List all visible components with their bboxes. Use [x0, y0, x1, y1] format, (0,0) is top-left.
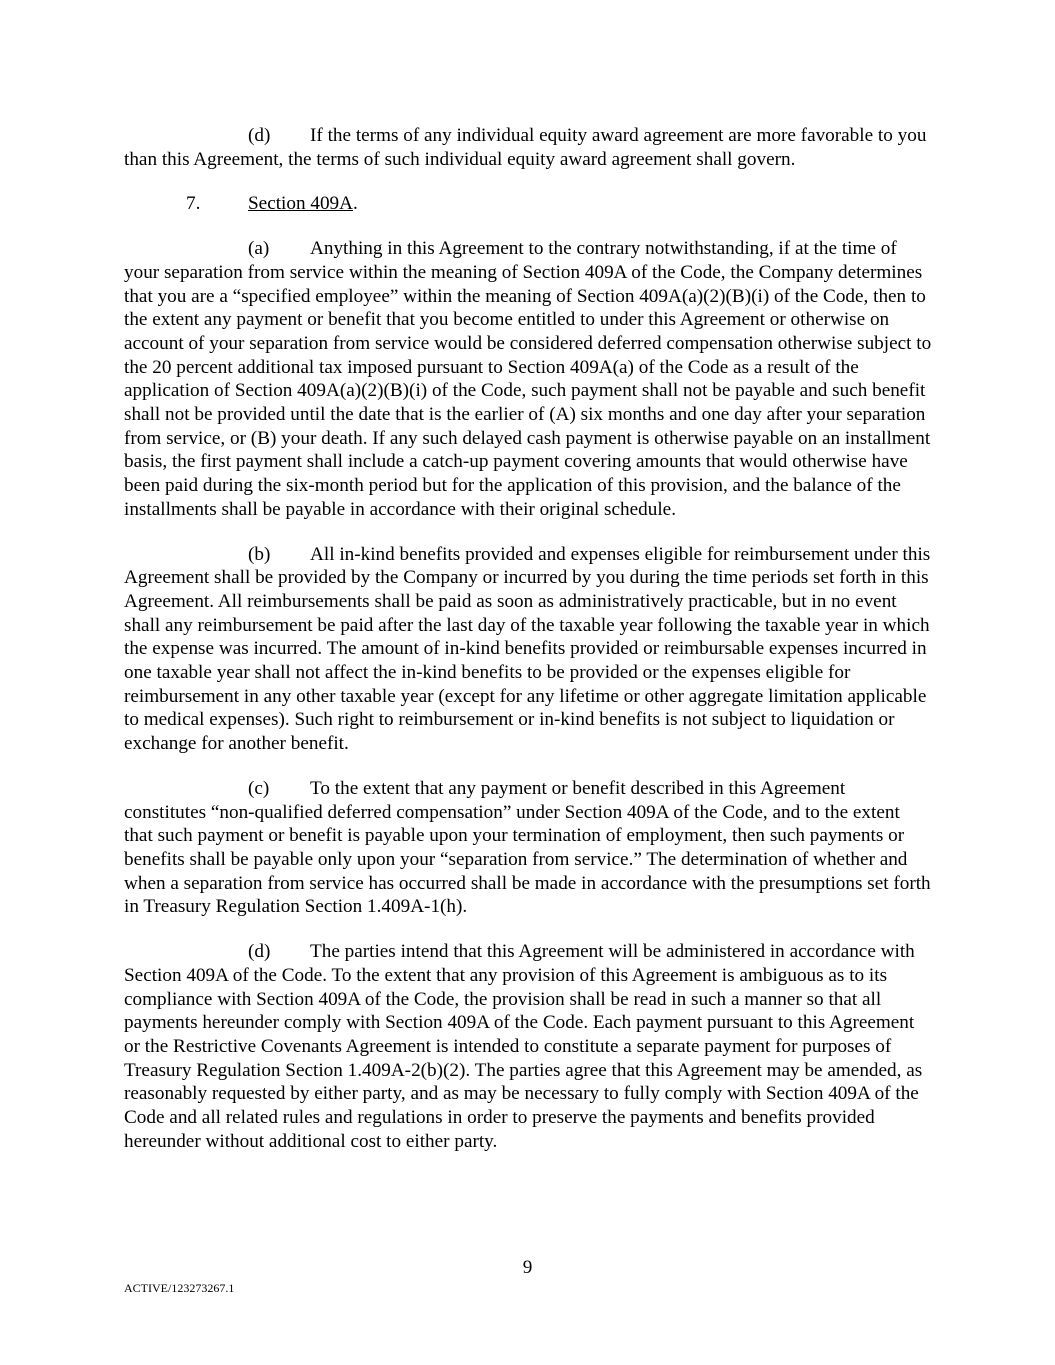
paragraph-label: (d) — [248, 941, 271, 963]
paragraph-label: (c) — [248, 777, 270, 799]
paragraph-label: (b) — [248, 543, 271, 565]
section-number: 7. — [186, 193, 201, 215]
paragraph-label: (d) — [248, 125, 271, 146]
paragraph-label: (a) — [248, 238, 270, 260]
paragraph-text: To the extent that any payment or benefit described in this Agreement constitutes “non-qualified deferred compensation” under Section 409A of the Code, and to the extent that such payment or benefit is payable upon your termination of employment, then such payments or benefits shall be payable only upon your “separation from service.” The determination of whether and when a separation from service has occurred shall be made in accordance with the presumptions set forth in Treasury Regulation Section 1.409A-1(h). — [124, 777, 931, 918]
paragraph-text: All in-kind benefits provided and expenses eligible for reimbursement under this Agreement shall be provided by the Company or incurred by you during the time periods set forth in this Agreement. All reimbursements shall be paid as soon as administratively practicable, but in no event shall any reimbursement be paid after the last day of the taxable year following the taxable year in which the expense was incurred. The amount of in-kind benefits provided or reimbursable expenses incurred in one taxable year shall not affect the in-kind benefits to be provided or the expenses eligible for reimbursement in any other taxable year (except for any lifetime or other aggregate limitation applicable to medical expenses). Such right to reimbursement or in-kind benefits is not subject to liquidation or exchange for another benefit. — [124, 543, 931, 755]
section-title-suffix: . — [353, 193, 358, 215]
page-number: 9 — [522, 1257, 533, 1278]
paragraph-text: The parties intend that this Agreement will be administered in accordance with Section 409A of the Code. To the extent that any provision of this Agreement is ambiguous as to its compliance with Section 409A of the Code, the provision shall be read in such a manner so that all payments hereunder comply with Section 409A of the Code. Each payment pursuant to this Agreement or the Restrictive Covenants Agreement is intended to constitute a separate payment for purposes of Treasury Regulation Section 1.409A-2(b)(2). The parties agree that this Agreement may be amended, as reasonably requested by either party, and as may be necessary to fully comply with Section 409A of the Code and all related rules and regulations in order to preserve the payments and benefits provided hereunder without additional cost to either party. — [124, 941, 923, 1152]
paragraph-7c — [124, 777, 932, 919]
paragraph-7b — [124, 543, 932, 756]
paragraph-7a — [124, 237, 932, 521]
document-page — [124, 124, 932, 1174]
paragraph-6d — [124, 124, 932, 171]
section-title: Section 409A — [248, 193, 353, 215]
paragraph-text: If the terms of any individual equity award agreement are more favorable to you than this Agreement, the terms of such individual equity award agreement shall govern. — [124, 125, 927, 170]
section-heading-7 — [124, 192, 932, 216]
paragraph-text: Anything in this Agreement to the contrary notwithstanding, if at the time of your separation from service within the meaning of Section 409A of the Code, the Company determines that you are a “specified employee” within the meaning of Section 409A(a)(2)(B)(i) of the Code, then to the extent any payment or benefit that you become entitled to under this Agreement or otherwise on account of your separation from service would be considered deferred compensation otherwise subject to the 20 percent additional tax imposed pursuant to Section 409A(a) of the Code as a result of the application of Section 409A(a)(2)(B)(i) of the Code, such payment shall not be payable and such benefit shall not be provided until the date that is the earlier of (A) six months and one day after your separation from service, or (B) your death. If any such delayed cash payment is otherwise payable on an installment basis, the first payment shall include a catch-up payment covering amounts that would otherwise have been paid during the six-month period but for the application of this provision, and the balance of the installments shall be payable in accordance with their original schedule. — [124, 238, 932, 520]
paragraph-7d — [124, 940, 932, 1153]
document-id: ACTIVE/123273267.1 — [124, 1281, 235, 1295]
